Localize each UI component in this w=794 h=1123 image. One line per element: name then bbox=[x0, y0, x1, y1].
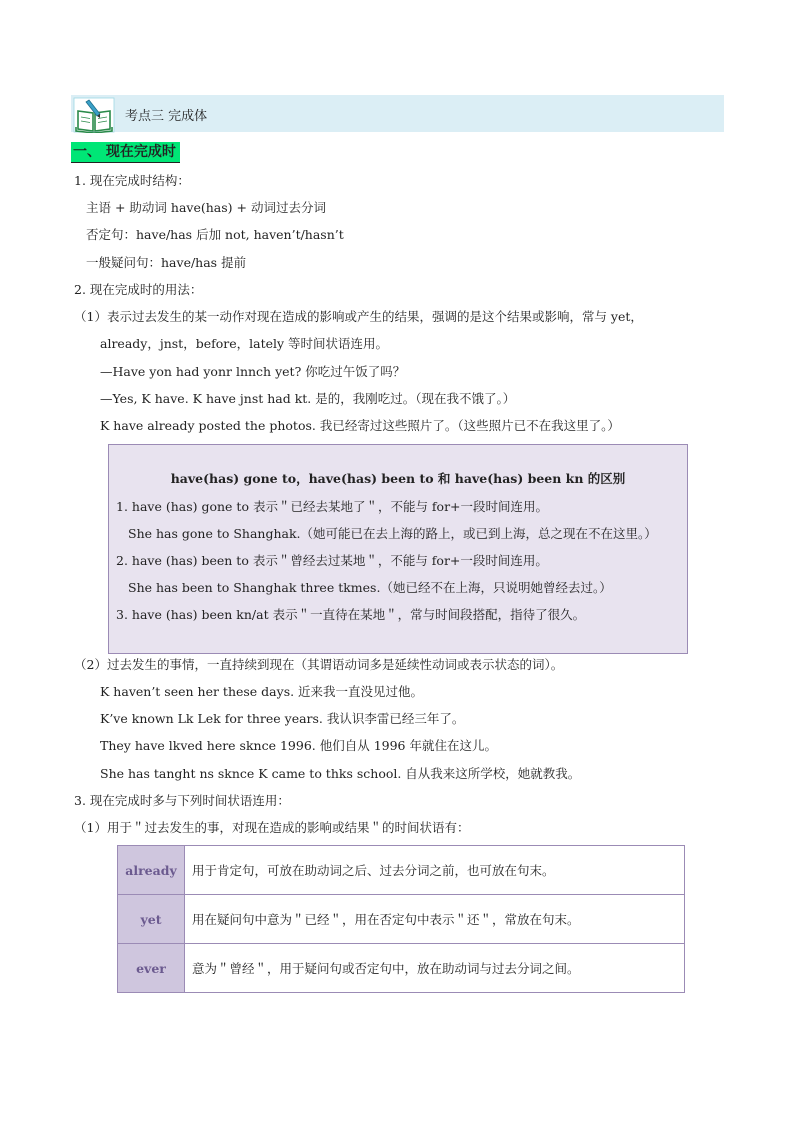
part2-title: 2. 现在完成时的用法： bbox=[74, 282, 203, 297]
negative-line: 否定句：have/has 后加 not, haven’t/hasn’t bbox=[86, 227, 344, 242]
part1-title: 1. 现在完成时结构： bbox=[74, 173, 190, 188]
structure-line: 主语 + 助动词 have(has) + 动词过去分词 bbox=[86, 200, 326, 215]
section-header-title: 考点三 完成体 bbox=[125, 109, 208, 124]
book-pencil-icon bbox=[73, 97, 115, 133]
part3-title: 3. 现在完成时多与下列时间状语连用： bbox=[74, 793, 290, 808]
part3-item1: （1）用于＂过去发生的事，对现在造成的影响或结果＂的时间状语有： bbox=[74, 820, 470, 835]
example-line: K haven’t seen her these days. 近来我一直没见过他。 bbox=[100, 684, 424, 699]
usage1-line2: already，jnst，before，lately 等时间状语连用。 bbox=[100, 336, 389, 351]
usage2-line: （2）过去发生的事情，一直持续到现在（其谓语动词多是延续性动词或表示状态的词）。 bbox=[74, 657, 564, 672]
keyword-cell: already bbox=[118, 846, 185, 895]
usage1-line1: （1）表示过去发生的某一动作对现在造成的影响或产生的结果，强调的是这个结果或影响，常与 yet， bbox=[74, 309, 643, 324]
description-cell: 意为＂曾经＂，用于疑问句或否定句中，放在助动词与过去分词之间。 bbox=[185, 944, 685, 993]
example-line: K’ve known Lk Lek for three years. 我认识李雷已经三年了。 bbox=[100, 711, 465, 726]
section-header-band bbox=[71, 95, 724, 132]
section-heading: 一、 现在完成时 bbox=[71, 142, 180, 163]
question-line: 一般疑问句：have/has 提前 bbox=[86, 255, 247, 270]
time-adverbial-table bbox=[117, 845, 685, 993]
example-line: They have lkved here sknce 1996. 他们自从 1996 年就住在这儿。 bbox=[100, 738, 497, 753]
description-cell: 用于肯定句，可放在助动词之后、过去分词之前，也可放在句末。 bbox=[185, 846, 685, 895]
example-line: She has tanght ns sknce K came to thks school. 自从我来这所学校，她就教我。 bbox=[100, 766, 581, 781]
comparison-item: 3. have (has) been kn/at 表示＂一直待在某地＂，常与时间段搭配，指待了很久。 bbox=[116, 607, 586, 622]
comparison-example: She has gone to Shanghak.（她可能已在去上海的路上，或已到上海，总之现在不在这里。） bbox=[128, 526, 657, 541]
table-row bbox=[118, 895, 685, 944]
comparison-item: 2. have (has) been to 表示＂曾经去过某地＂，不能与 for+一段时间连用。 bbox=[116, 553, 548, 568]
example-line: K have already posted the photos. 我已经寄过这些照片了。（这些照片已不在我这里了。） bbox=[100, 418, 620, 433]
keyword-cell: yet bbox=[118, 895, 185, 944]
example-line: —Yes, K have. K have jnst had kt. 是的，我刚吃过。（现在我不饿了。） bbox=[100, 391, 516, 406]
comparison-box-title: have(has) gone to，have(has) been to 和 have(has) been kn 的区别 bbox=[170, 471, 626, 486]
comparison-box bbox=[108, 444, 688, 654]
table-row bbox=[118, 846, 685, 895]
keyword-cell: ever bbox=[118, 944, 185, 993]
comparison-item: 1. have (has) gone to 表示＂已经去某地了＂，不能与 for+一段时间连用。 bbox=[116, 499, 549, 514]
example-line: —Have yon had yonr lnnch yet? 你吃过午饭了吗？ bbox=[100, 364, 406, 379]
description-cell: 用在疑问句中意为＂已经＂，用在否定句中表示＂还＂，常放在句末。 bbox=[185, 895, 685, 944]
table-row bbox=[118, 944, 685, 993]
comparison-example: She has been to Shanghak three tkmes.（她已经不在上海，只说明她曾经去过。） bbox=[128, 580, 612, 595]
